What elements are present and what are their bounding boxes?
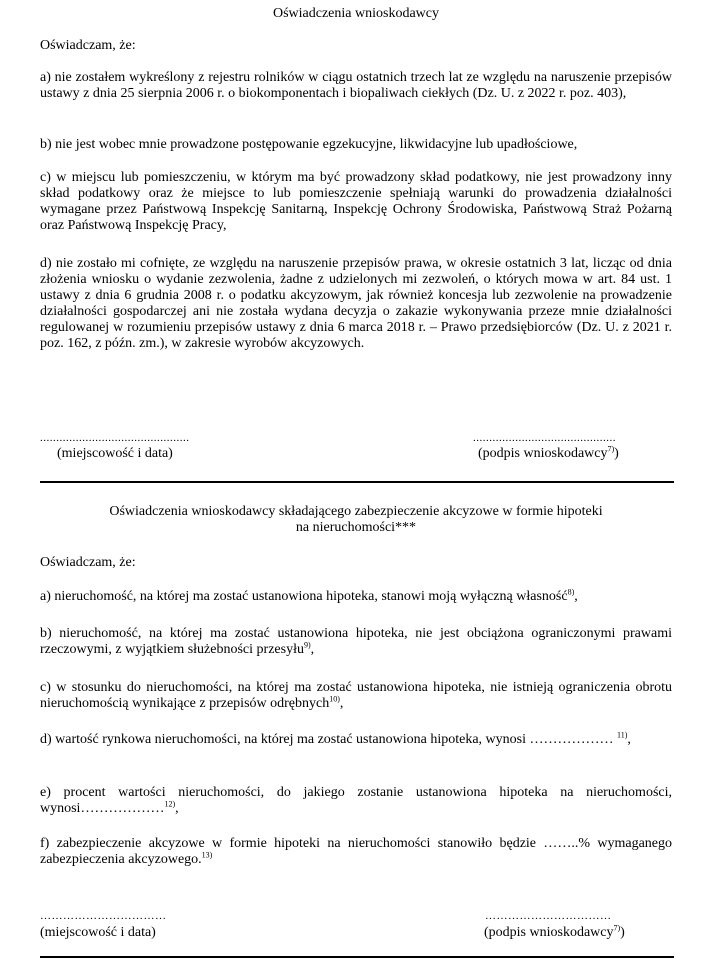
section-divider bbox=[40, 481, 674, 483]
section2-sign-left-dots: …………………………… bbox=[40, 910, 167, 922]
footnote-ref: 9) bbox=[303, 640, 311, 650]
section2-sign-right-dots: …………………………… bbox=[485, 910, 612, 922]
section2-intro: Oświadczam, że: bbox=[40, 555, 136, 570]
section2-item-f: f) zabezpieczenie akcyzowe w formie hipoteki na nieruchomości stanowiło będzie ……..% wymaganego zabezpieczenia akcyzowego.$^{13)}$ bbox=[40, 836, 672, 867]
section1-item-b: b) nie jest wobec mnie prowadzone postępowanie egzekucyjne, likwidacyjne lub upadłościowe, bbox=[40, 137, 578, 152]
section1-sign-right-label: (podpis wnioskodawcy$^{7)}$) bbox=[478, 444, 619, 461]
footnote-ref: 11) bbox=[616, 730, 628, 740]
footnote-ref: 7) bbox=[607, 444, 615, 454]
section1-sign-left-label: (miejscowość i data) bbox=[57, 446, 173, 461]
section2-item-b: b) nieruchomość, na której ma zostać ustanowiona hipoteka, nie jest obciążona ograniczonymi prawami rzeczowymi, z wyjątkiem służebności przesyłu$^{9)}$, bbox=[40, 626, 672, 657]
section1-sign-right-dots: ............................................ bbox=[473, 432, 616, 444]
section1-item-c: c) w miejscu lub pomieszczeniu, w którym ma być prowadzony skład podatkowy, nie jest prowadzony inny skład podatkowy oraz że miejsce to lub pomieszczenie spełniają warunki do prowadzenia działalności wymagane przez Państwową Inspekcję Sanitarną, Inspekcję Ochrony Środowiska, Państwową Straż Pożarną oraz Państwową Inspekcję Pracy, bbox=[40, 170, 672, 233]
section2-item-a: a) nieruchomość, na której ma zostać ustanowiona hipoteka, stanowi moją wyłączną własność$^{8)}$, bbox=[40, 587, 578, 604]
section2-title-line1: Oświadczenia wnioskodawcy składającego zabezpieczenie akcyzowe w formie hipoteki bbox=[109, 504, 603, 519]
footnote-ref: 13) bbox=[201, 850, 213, 860]
section2-item-e: e) procent wartości nieruchomości, do jakiego zostanie ustanowiona hipoteka na nieruchomości, wynosi………………$^{12)}$, bbox=[40, 785, 672, 816]
footnote-ref: 12) bbox=[164, 799, 176, 809]
section1-sign-left-dots: .............................................. bbox=[40, 432, 190, 444]
bottom-divider bbox=[40, 956, 674, 958]
footnote-ref: 8) bbox=[567, 587, 575, 597]
section1-item-d: d) nie zostało mi cofnięte, ze względu na naruszenie przepisów prawa, w okresie ostatnich 3 lat, licząc od dnia złożenia wniosku o wydanie zezwolenia, żadne z udzielonych mi zezwoleń, o których mowa w art. 84 ust. 1 ustawy z dnia 6 grudnia 2008 r. o podatku akcyzowym, jak również koncesja lub zezwolenie na prowadzenie działalności gospodarczej ani nie została wydana decyzja o zakazie wykonywania przeze mnie działalności regulowanej w rozumieniu przepisów ustawy z dnia 6 marca 2018 r. – Prawo przedsiębiorców (Dz. U. z 2021 r. poz. 162, z późn. zm.), w zakresie wyrobów akcyzowych. bbox=[40, 256, 672, 351]
section2-item-d: d) wartość rynkowa nieruchomości, na której ma zostać ustanowiona hipoteka, wynosi ……………… $^{11)}$, bbox=[40, 730, 631, 747]
section2-item-c: c) w stosunku do nieruchomości, na której ma zostać ustanowiona hipoteka, nie istnieją ograniczenia obrotu nieruchomością wynikające z przepisów odrębnych$^{10)}$, bbox=[40, 680, 672, 711]
section2-title-line2: na nieruchomości*** bbox=[295, 520, 417, 535]
section2-sign-right-label: (podpis wnioskodawcy$^{7)}$) bbox=[484, 923, 625, 940]
section1-intro: Oświadczam, że: bbox=[40, 38, 136, 53]
footnote-ref: 7) bbox=[613, 923, 621, 933]
section1-item-a: a) nie zostałem wykreślony z rejestru rolników w ciągu ostatnich trzech lat ze względu na naruszenie przepisów ustawy z dnia 25 sierpnia 2006 r. o biokomponentach i biopaliwach ciekłych (Dz. U. z 2022 r. poz. 403), bbox=[40, 70, 672, 101]
footnote-ref: 10) bbox=[329, 694, 340, 704]
section2-sign-left-label: (miejscowość i data) bbox=[40, 925, 156, 940]
section1-title: Oświadczenia wnioskodawcy bbox=[272, 6, 439, 21]
